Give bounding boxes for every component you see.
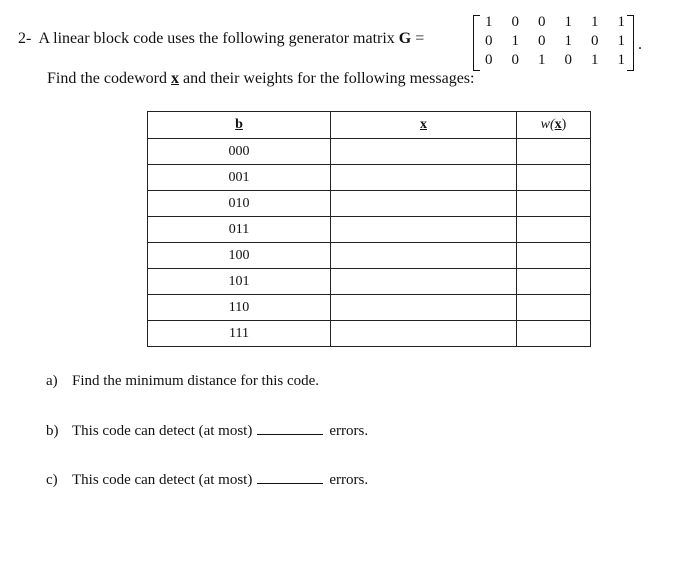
table-row: [148, 191, 591, 217]
part-b-suffix: errors.: [329, 423, 369, 439]
table-row: [148, 217, 591, 243]
codeword-cell[interactable]: [331, 191, 517, 217]
weight-cell[interactable]: [517, 165, 591, 191]
part-c-suffix: errors.: [329, 472, 369, 488]
message-cell: 001: [148, 165, 331, 191]
weight-cell[interactable]: [517, 321, 591, 347]
table-row: [148, 295, 591, 321]
header-weight: w(x): [517, 112, 591, 139]
message-cell: 110: [148, 295, 331, 321]
message-cell: 011: [148, 217, 331, 243]
part-c-answer-blank[interactable]: [257, 471, 323, 484]
part-a-label: a): [46, 373, 58, 389]
question-text: A linear block code uses the following generator matrix: [38, 30, 395, 47]
message-cell: 100: [148, 243, 331, 269]
weight-cell[interactable]: [517, 139, 591, 165]
part-c-label: c): [46, 472, 58, 488]
codeword-cell[interactable]: [331, 243, 517, 269]
part-a: [46, 373, 319, 390]
instruction-variable: x: [170, 70, 179, 87]
weight-cell[interactable]: [517, 217, 591, 243]
header-x: x: [331, 112, 517, 139]
weight-cell[interactable]: [517, 243, 591, 269]
table-header-row: [148, 112, 591, 139]
table-row: [148, 269, 591, 295]
codeword-cell[interactable]: [331, 295, 517, 321]
codeword-cell[interactable]: [331, 165, 517, 191]
message-cell: 111: [148, 321, 331, 347]
weight-cell[interactable]: [517, 269, 591, 295]
header-b: b: [148, 112, 331, 139]
codeword-table: [147, 111, 591, 347]
part-b: [46, 422, 368, 440]
instruction-line: [47, 70, 474, 88]
message-cell: 010: [148, 191, 331, 217]
message-cell: 000: [148, 139, 331, 165]
codeword-cell[interactable]: [331, 217, 517, 243]
weight-cell[interactable]: [517, 295, 591, 321]
part-b-text: This code can detect (at most): [72, 423, 253, 439]
part-c-text: This code can detect (at most): [72, 472, 253, 488]
instruction-prefix: Find the codeword: [47, 70, 167, 87]
table-row: [148, 165, 591, 191]
matrix-left-bracket: [473, 15, 480, 71]
instruction-suffix: and their weights for the following messages:: [182, 70, 475, 87]
question-number: 2-: [18, 30, 32, 47]
codeword-cell[interactable]: [331, 321, 517, 347]
codeword-cell[interactable]: [331, 269, 517, 295]
period: .: [638, 36, 642, 53]
generator-matrix: [471, 13, 636, 73]
table-row: [148, 321, 591, 347]
equals-sign: =: [415, 30, 425, 47]
table-row: [148, 139, 591, 165]
message-cell: 101: [148, 269, 331, 295]
part-c: [46, 471, 368, 489]
codeword-cell[interactable]: [331, 139, 517, 165]
table-row: [148, 243, 591, 269]
matrix-symbol: G: [398, 30, 412, 47]
matrix-right-bracket: [627, 15, 634, 71]
part-a-text: Find the minimum distance for this code.: [72, 373, 320, 389]
question-statement: [18, 30, 424, 48]
matrix-row: 0 0 1 0 1 1: [485, 52, 625, 68]
part-b-label: b): [46, 423, 59, 439]
part-b-answer-blank[interactable]: [257, 422, 323, 435]
matrix-row: 1 0 0 1 1 1: [485, 14, 625, 30]
matrix-row: 0 1 0 1 0 1: [485, 33, 625, 49]
weight-cell[interactable]: [517, 191, 591, 217]
